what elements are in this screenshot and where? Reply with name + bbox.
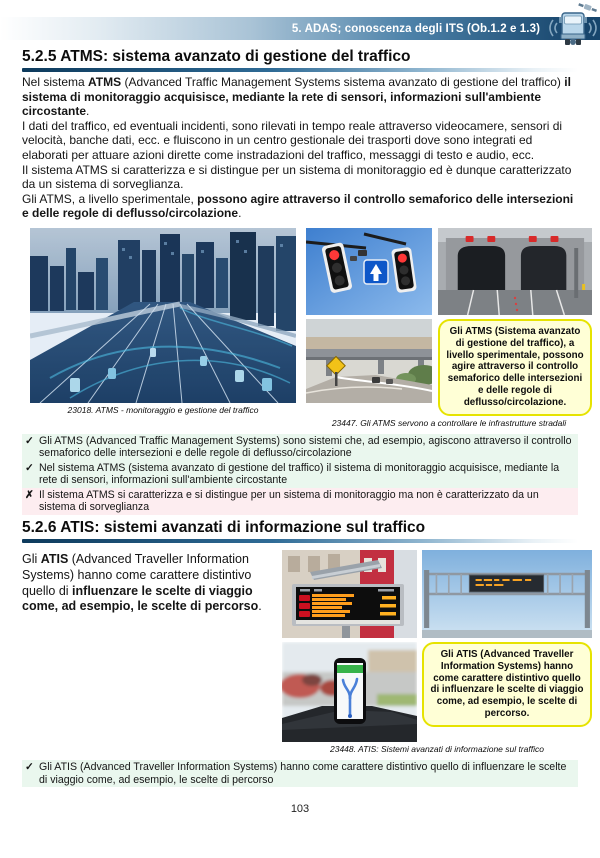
page-header-bar <box>0 17 600 40</box>
atms-paragraph-2: I dati del traffico, ed eventuali incidenti, sono rilevati in tempo reale attraverso videocamere, sensori di velocità, banche dati, ecc. e fluiscono in un centro gestionale dei trasporti dove sono integrati ed elaborati per attuare azioni dirette come instradazioni del traffico, messaggi di testo e audio, ecc. <box>22 118 563 162</box>
section-rule-atis <box>22 539 578 543</box>
section-title-atis: 5.2.6 ATIS: sistemi avanzati di informazione sul traffico <box>22 519 426 537</box>
atms-callout-box: Gli ATMS (Sistema avanzato di gestione del traffico), a livello sperimentale, possono agire attraverso il controllo semaforico delle intersezioni e delle regole di deflusso/circolazione. <box>438 319 592 416</box>
quiz-item <box>22 760 578 787</box>
connected-truck-satellite-icon <box>548 1 598 47</box>
check-mark-icon: ✓ <box>25 461 34 474</box>
quiz-item-text: Gli ATMS (Advanced Traffic Management Systems) sono sistemi che, ad esempio, agiscono attraverso il controllo semaforico delle intersezioni e delle regole di deflusso/circolazione <box>39 434 572 460</box>
check-mark-icon: ✓ <box>25 434 34 447</box>
atms-caption-right: 23447. Gli ATMS servono a controllare le infrastrutture stradali <box>331 417 567 428</box>
atms-quiz-list <box>22 434 578 516</box>
quiz-item <box>22 434 578 461</box>
page-header-title: 5. ADAS; conoscenza degli ITS (Ob.1.2 e 1.3) <box>291 22 540 35</box>
tunnel-lane-signals-photo <box>438 228 592 315</box>
atms-figure-right <box>306 228 592 428</box>
quiz-item-text: Il sistema ATMS si caratterizza e si distingue per un sistema di monitoraggio ma non è caratterizzato da un sistema di sorveglianza <box>39 488 539 514</box>
atis-caption: 23448. ATIS: Sistemi avanzati di informazione sul traffico <box>329 744 544 755</box>
atis-content-row <box>22 550 592 754</box>
atis-quiz-list <box>22 760 578 787</box>
quiz-item <box>22 488 578 515</box>
city-highway-atms-photo <box>30 228 296 403</box>
traffic-lights-photo <box>306 228 432 315</box>
page-number: 103 <box>290 803 310 816</box>
cross-mark-icon: ✗ <box>25 488 34 501</box>
bus-stop-led-display-photo <box>282 550 417 638</box>
atms-figures-row <box>30 228 592 428</box>
highway-overpass-photo <box>306 319 432 403</box>
motorway-gantry-vms-photo <box>422 550 592 638</box>
phone-navigation-dashboard-photo <box>282 642 417 742</box>
atms-paragraph-4: Gli ATMS, a livello sperimentale, possono agire attraverso il controllo semaforico delle intersezioni e delle regole di deflusso/circolazione. <box>22 191 574 221</box>
atms-body-text <box>22 75 578 221</box>
section-title-atms: 5.2.5 ATMS: sistema avanzato di gestione del traffico <box>22 48 411 65</box>
atis-paragraph: Gli ATIS (Advanced Traveller Information Systems) hanno come carattere distintivo quello di influenzare le scelte di viaggio come, ad esempio, le scelte di percorso. <box>22 552 262 614</box>
quiz-item-text: Nel sistema ATMS (sistema avanzato di gestione del traffico) il sistema di monitoraggio acquisisce, mediante la rete di sensori, informazioni sull'ambiente circostante <box>39 461 560 487</box>
check-mark-icon: ✓ <box>25 761 34 774</box>
atms-paragraph-1: Nel sistema ATMS (Advanced Traffic Management Systems sistema avanzato di gestione del traffico) il sistema di monitoraggio acquisisce, mediante la rete di sensori, informazioni sull'ambiente circostante. <box>22 75 571 119</box>
atms-caption-left: 23018. ATMS - monitoraggio e gestione del traffico <box>67 404 259 415</box>
section-rule-atms <box>22 68 578 72</box>
truck-icon <box>548 1 598 47</box>
page-content <box>0 44 600 815</box>
atms-figure-left <box>30 228 296 428</box>
atis-figure-block <box>282 550 592 754</box>
quiz-item <box>22 461 578 488</box>
atis-callout-box: Gli ATIS (Advanced Traveller Information Systems) hanno come carattere distintivo quello di influenzare le scelte di viaggio come, ad esempio, le scelte di percorso. <box>422 642 592 727</box>
atms-paragraph-3: Il sistema ATMS si caratterizza e si distingue per un sistema di monitoraggio ed è dunque caratterizzato da un sistema di sorveglianza. <box>22 162 572 192</box>
quiz-item-text: Gli ATIS (Advanced Traveller Information Systems) hanno come carattere distintivo quello di influenzare le scelte di viaggio come, ad esempio, le scelte di percorso <box>39 761 567 786</box>
